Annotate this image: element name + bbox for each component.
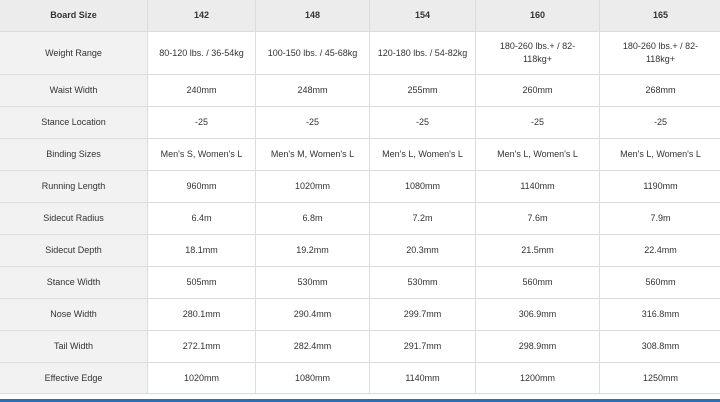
table-cell: [370, 32, 476, 75]
table-row-nose-width: [0, 299, 720, 331]
header-cell-148: 148: [256, 0, 370, 32]
table-cell: 280.1mm: [148, 299, 256, 331]
header-cell-154: 154: [370, 0, 476, 32]
row-label: Sidecut Depth: [0, 235, 148, 267]
table-row-running-length: [0, 171, 720, 203]
row-label: Waist Width: [0, 75, 148, 107]
table-row-weight-range: [0, 32, 720, 75]
table-row-stance-location: [0, 107, 720, 139]
table-cell: 1190mm: [600, 171, 720, 203]
table-cell: 560mm: [600, 267, 720, 299]
row-label: Effective Edge: [0, 363, 148, 394]
row-label: Nose Width: [0, 299, 148, 331]
table-cell: 268mm: [600, 75, 720, 107]
table-cell: 21.5mm: [476, 235, 600, 267]
table-cell: 255mm: [370, 75, 476, 107]
cell-value: 120-180 lbs. / 54-82kg: [377, 47, 468, 58]
header-cell-142: 142: [148, 0, 256, 32]
table-cell: 248mm: [256, 75, 370, 107]
table-cell: 291.7mm: [370, 331, 476, 363]
table-cell: 22.4mm: [600, 235, 720, 267]
table-cell: -25: [148, 107, 256, 139]
row-label: Weight Range: [0, 32, 148, 75]
table-cell: -25: [600, 107, 720, 139]
table-cell: 7.6m: [476, 203, 600, 235]
table-cell: -25: [256, 107, 370, 139]
header-cell-165: 165: [600, 0, 720, 32]
table-cell: 1200mm: [476, 363, 600, 394]
table-cell: 6.4m: [148, 203, 256, 235]
table-cell: 1020mm: [256, 171, 370, 203]
table-cell: 1140mm: [476, 171, 600, 203]
table-cell: 7.9m: [600, 203, 720, 235]
table-cell: Men's L, Women's L: [370, 139, 476, 171]
table-row-tail-width: [0, 331, 720, 363]
cell-value: 80-120 lbs. / 36-54kg: [159, 47, 244, 58]
table-cell: Men's L, Women's L: [600, 139, 720, 171]
table-cell: -25: [370, 107, 476, 139]
header-cell-160: 160: [476, 0, 600, 32]
table-cell: 505mm: [148, 267, 256, 299]
row-label: Binding Sizes: [0, 139, 148, 171]
table-cell: [256, 32, 370, 75]
table-row-effective-edge: [0, 363, 720, 394]
table-cell: 530mm: [370, 267, 476, 299]
table-cell: 1140mm: [370, 363, 476, 394]
table-row-sidecut-radius: [0, 203, 720, 235]
table-cell: 20.3mm: [370, 235, 476, 267]
table-cell: 316.8mm: [600, 299, 720, 331]
table-row-sidecut-depth: [0, 235, 720, 267]
table-cell: 19.2mm: [256, 235, 370, 267]
cell-value: 180-260 lbs.+ / 82-118kg+: [622, 41, 699, 64]
table-cell: 1080mm: [370, 171, 476, 203]
header-cell-board-size: Board Size: [0, 0, 148, 32]
table-cell: Men's S, Women's L: [148, 139, 256, 171]
table-cell: 260mm: [476, 75, 600, 107]
table-cell: [148, 32, 256, 75]
table-cell: -25: [476, 107, 600, 139]
table-cell: 240mm: [148, 75, 256, 107]
row-label: Tail Width: [0, 331, 148, 363]
table-cell: [600, 32, 720, 75]
table-cell: 1080mm: [256, 363, 370, 394]
table-cell: Men's L, Women's L: [476, 139, 600, 171]
cell-value: 100-150 lbs. / 45-68kg: [267, 47, 358, 58]
table-cell: 1250mm: [600, 363, 720, 394]
row-label: Stance Location: [0, 107, 148, 139]
table-cell: 306.9mm: [476, 299, 600, 331]
table-row-stance-width: [0, 267, 720, 299]
table-cell: 530mm: [256, 267, 370, 299]
table-cell: 308.8mm: [600, 331, 720, 363]
row-label: Stance Width: [0, 267, 148, 299]
table-cell: [476, 32, 600, 75]
table-cell: 1020mm: [148, 363, 256, 394]
table-header-row: [0, 0, 720, 32]
table-cell: 7.2m: [370, 203, 476, 235]
table-row-waist-width: [0, 75, 720, 107]
table-cell: 560mm: [476, 267, 600, 299]
table-cell: 299.7mm: [370, 299, 476, 331]
row-label: Sidecut Radius: [0, 203, 148, 235]
table-cell: 960mm: [148, 171, 256, 203]
table-cell: 290.4mm: [256, 299, 370, 331]
table-row-binding-sizes: [0, 139, 720, 171]
table-cell: 18.1mm: [148, 235, 256, 267]
table-cell: 282.4mm: [256, 331, 370, 363]
cell-value: 180-260 lbs.+ / 82-118kg+: [499, 41, 576, 64]
table-cell: 6.8m: [256, 203, 370, 235]
row-label: Running Length: [0, 171, 148, 203]
table-cell: Men's M, Women's L: [256, 139, 370, 171]
table-cell: 272.1mm: [148, 331, 256, 363]
table-cell: 298.9mm: [476, 331, 600, 363]
